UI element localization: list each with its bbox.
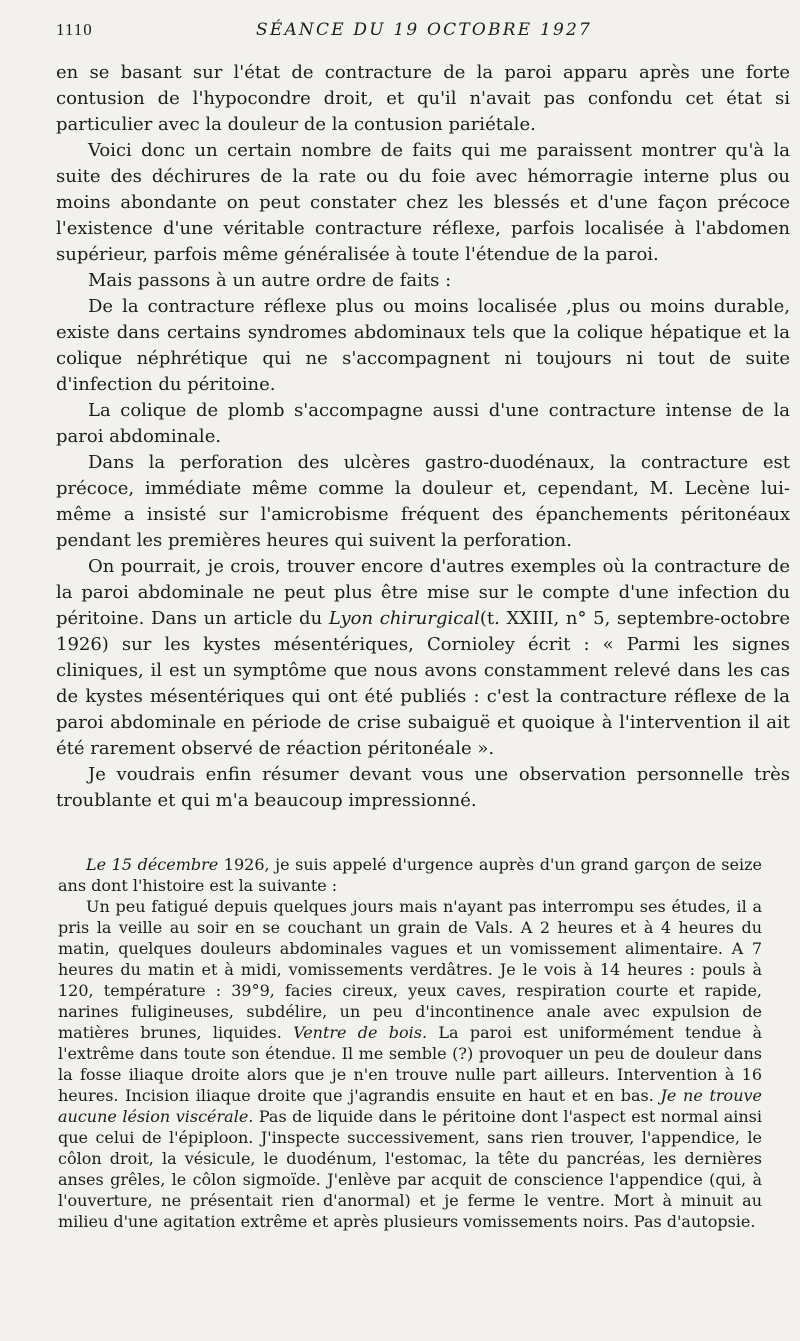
observation-date: Le 15 décembre (86, 855, 219, 874)
observation-intro-text: 1926, je suis appelé d'urgence auprès d'un grand garçon de seize ans dont l'histoire est la suivante : (58, 855, 763, 895)
paragraph-4: De la contracture réflexe plus ou moins localisée ,plus ou moins durable, existe dans certains syndromes abdominaux tels que la colique hépatique et la colique néphrétique qui ne s'accompagnent ni toujours ni tout de suite d'infection du péritoine. (56, 296, 790, 395)
paragraph-3: Mais passons à un autre ordre de faits : (88, 270, 452, 291)
observation-case-part-2: La paroi est uniformément tendue à l'extrême dans toute son étendue. Il me semble (?) provoquer un peu de douleur dans la fosse iliaque droite alors que je n'en trouve nulle part ailleurs. Intervention à 16 heures. Incision iliaque droite que j'agrandis ensuite en haut et en bas. (58, 1023, 763, 1105)
paragraph-6: Dans la perforation des ulcères gastro-duodénaux, la contracture est précoce, immédiate même comme la douleur et, cependant, M. Lecène lui-même a insisté sur l'amicrobisme fréquent des épanchements péritonéaux pendant les premières heures qui suivent la perforation. (56, 452, 790, 551)
paragraph-8: Je voudrais enfin résumer devant vous une observation personnelle très troublante et qui m'a beaucoup impressionné. (56, 764, 790, 811)
observation-intro (58, 854, 762, 896)
observation-no-lesion: Je ne trouve aucune lésion viscérale. (58, 1086, 763, 1126)
journal-title: Lyon chirurgical (328, 608, 480, 629)
page-header (56, 20, 790, 50)
paragraph-7-end: (t. XXIII, n° 5, septembre-octobre 1926) sur les kystes mésentériques, Cornioley écrit : « Parmi les signes cliniques, il est un symptôme que nous avons constamment relevé dans les cas de kystes mésentériques qui ont été publiés : c'est la contracture réflexe de la paroi abdominale en période de crise subaiguë et quoique à l'intervention il ait été rarement observé de réaction péritonéale ». (56, 608, 790, 759)
main-text (56, 60, 790, 814)
observation-ventre-de-bois: Ventre de bois. (293, 1023, 428, 1042)
paragraph-7 (56, 554, 790, 762)
observation-case (58, 896, 762, 1232)
paragraph-5: La colique de plomb s'accompagne aussi d'une contracture intense de la paroi abdominale. (56, 400, 790, 447)
observation-case-part-1: Un peu fatigué depuis quelques jours mais n'ayant pas interrompu ses études, il a pris la veille au soir en se couchant un grain de Vals. A 2 heures et à 4 heures du matin, quelques douleurs abdominales vagues et un vomissement alimentaire. A 7 heures du matin et à midi, vomissements verdâtres. Je le vois à 14 heures : pouls à 120, température : 39°9, facies cireux, yeux caves, respiration courte et rapide, narines fuligineuses, subdélire, un peu d'incontinence anale avec expulsion de matières brunes, liquides. (58, 897, 762, 1042)
observation-block (58, 854, 762, 1232)
page-number: 1110 (56, 20, 93, 39)
running-title: SÉANCE DU 19 OCTOBRE 1927 (256, 20, 593, 40)
paragraph-1: en se basant sur l'état de contracture de la paroi apparu après une forte contusion de l'hypocondre droit, et qu'il n'avait pas confondu cet état si particulier avec la douleur de la contusion pariétale. (56, 62, 790, 135)
section-gap (56, 814, 790, 854)
paragraph-7-start: On pourrait, je crois, trouver encore d'autres exemples où la contracture de la paroi abdominale ne peut plus être mise sur le compte d'une infection du péritoine. Dans un article du (56, 556, 790, 629)
paragraph-2: Voici donc un certain nombre de faits qui me paraissent montrer qu'à la suite des déchirures de la rate ou du foie avec hémorragie interne plus ou moins abondante on peut constater chez les blessés et d'une façon précoce l'existence d'une véritable contracture réflexe, parfois localisée à l'abdomen supérieur, parfois même généralisée à toute l'étendue de la paroi. (56, 140, 790, 265)
observation-case-part-3: Pas de liquide dans le péritoine dont l'aspect est normal ainsi que celui de l'épiploon. J'inspecte successivement, sans rien trouver, l'appendice, le côlon droit, la vésicule, le duodénum, l'estomac, la tête du pancréas, les dernières anses grêles, le côlon sigmoïde. J'enlève par acquit de conscience l'appendice (qui, à l'ouverture, ne présentait rien d'anormal) et je ferme le ventre. Mort à minuit au milieu d'une agitation extrême et après plusieurs vomissements noirs. Pas d'autopsie. (58, 1107, 762, 1231)
